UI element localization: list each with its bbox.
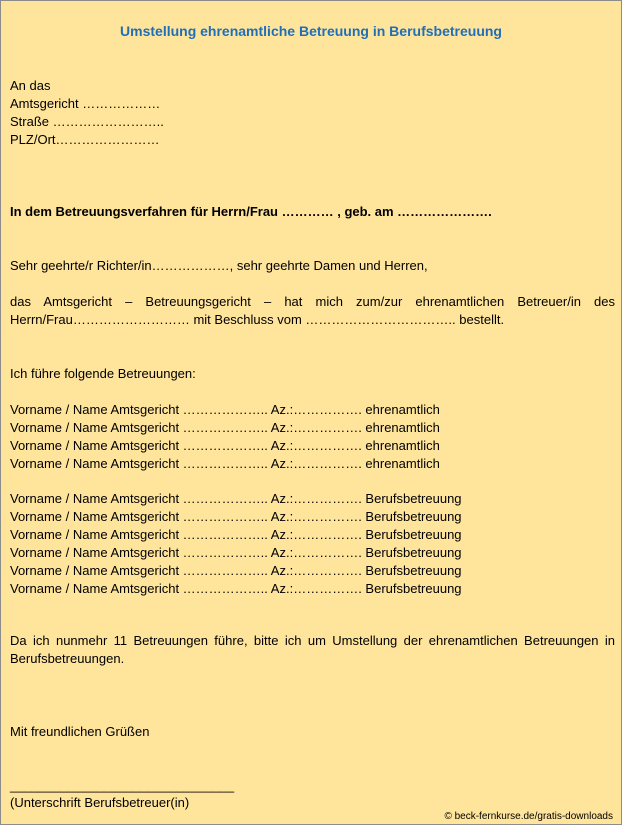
intro-paragraph: das Amtsgericht – Betreuungsgericht – hat mich zum/zur ehrenamtlichen Betreuer/in des Herrn/Frau……………………… mit Beschluss vom …………………………….. bestellt.: [10, 294, 615, 327]
beruf-row: Vorname / Name Amtsgericht ……………….. Az.:……………. Berufsbetreuung: [10, 491, 462, 506]
list-heading: Ich führe folgende Betreuungen:: [10, 366, 196, 381]
beruf-row: Vorname / Name Amtsgericht ……………….. Az.:……………. Berufsbetreuung: [10, 581, 462, 596]
subject-line: In dem Betreuungsverfahren für Herrn/Frau ………… , geb. am ………………….: [10, 204, 492, 219]
address-line-3: Straße ……………………..: [10, 114, 164, 129]
signature-label: (Unterschrift Berufsbetreuer(in): [10, 795, 190, 810]
closing: Mit freundlichen Grüßen: [10, 724, 150, 739]
address-line-4: PLZ/Ort……………………: [10, 132, 160, 147]
beruf-row: Vorname / Name Amtsgericht ……………….. Az.:……………. Berufsbetreuung: [10, 545, 462, 560]
letter-title: Umstellung ehrenamtliche Betreuung in Berufsbetreuung: [120, 23, 502, 39]
copyright-footer: © beck-fernkurse.de/gratis-downloads: [444, 811, 613, 822]
beruf-row: Vorname / Name Amtsgericht ……………….. Az.:……………. Berufsbetreuung: [10, 563, 462, 578]
ehrenamtlich-row: Vorname / Name Amtsgericht ……………….. Az.:……………. ehrenamtlich: [10, 438, 440, 453]
ehrenamtlich-row: Vorname / Name Amtsgericht ……………….. Az.:……………. ehrenamtlich: [10, 402, 440, 417]
salutation: Sehr geehrte/r Richter/in………………, sehr geehrte Damen und Herren,: [10, 258, 428, 273]
ehrenamtlich-row: Vorname / Name Amtsgericht ……………….. Az.:……………. ehrenamtlich: [10, 456, 440, 471]
beruf-row: Vorname / Name Amtsgericht ……………….. Az.:……………. Berufsbetreuung: [10, 509, 462, 524]
address-line-1: An das: [10, 78, 51, 93]
ehrenamtlich-row: Vorname / Name Amtsgericht ……………….. Az.:……………. ehrenamtlich: [10, 420, 440, 435]
request-paragraph: Da ich nunmehr 11 Betreuungen führe, bitte ich um Umstellung der ehrenamtlichen Betreuungen in Berufsbetreuungen.: [10, 633, 615, 666]
address-line-2: Amtsgericht ………………: [10, 96, 161, 111]
beruf-row: Vorname / Name Amtsgericht ……………….. Az.:……………. Berufsbetreuung: [10, 527, 462, 542]
signature-line: _______________________________: [10, 778, 235, 793]
